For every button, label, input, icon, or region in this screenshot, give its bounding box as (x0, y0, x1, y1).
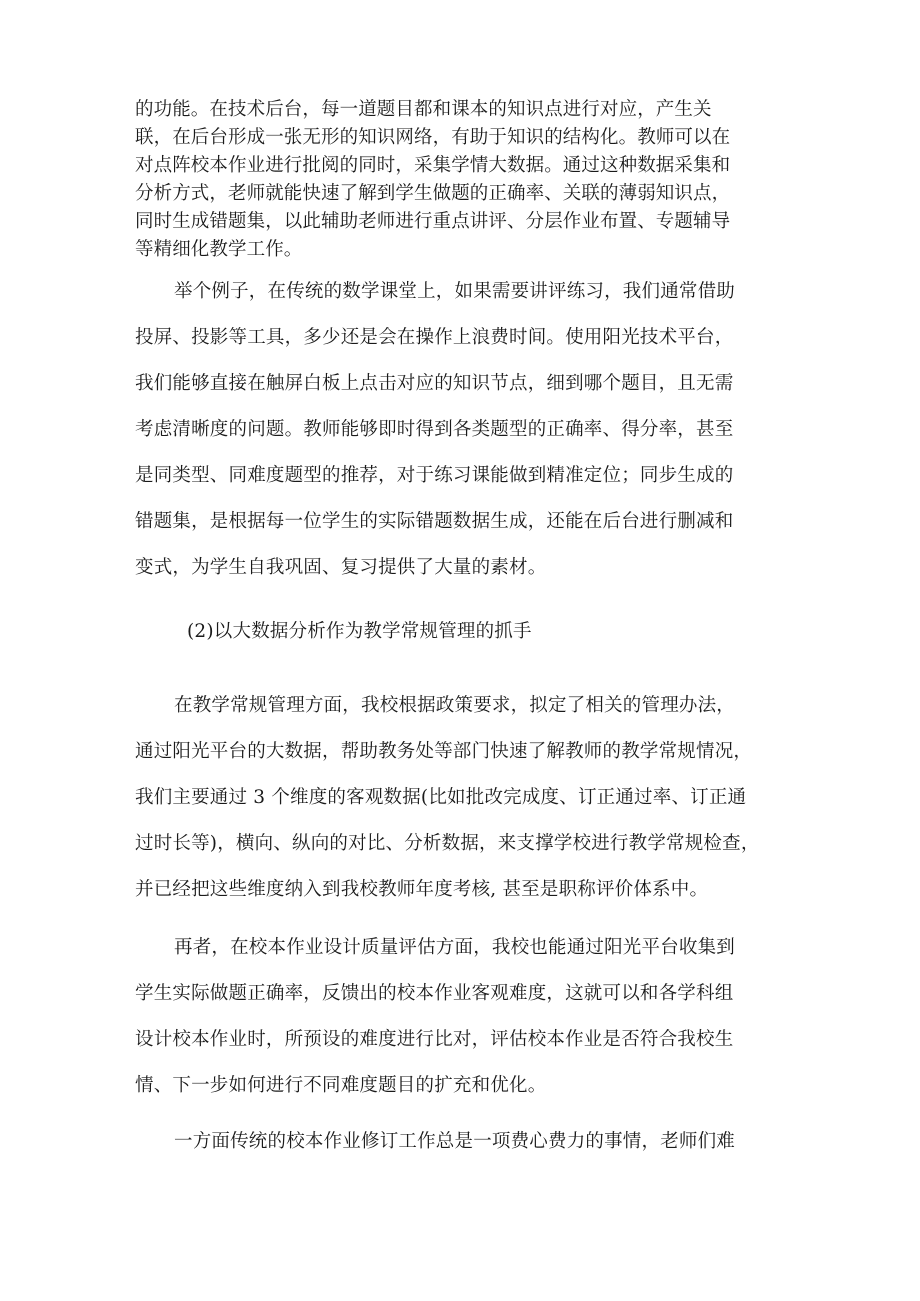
text-line: 设计校本作业时，所预设的难度进行比对，评估校本作业是否符合我校生 (135, 1029, 734, 1050)
text-line: 一方面传统的校本作业修订工作总是一项费心费力的事情，老师们难 (174, 1131, 736, 1152)
text-line: 考虑清晰度的问题。教师能够即时得到各类题型的正确率、得分率，甚至 (135, 419, 734, 440)
text-line: 再者，在校本作业设计质量评估方面，我校也能通过阳光平台收集到 (174, 937, 736, 958)
text-line: 举个例子，在传统的数学课堂上，如果需要讲评练习，我们通常借助 (174, 281, 736, 302)
text-line: 是同类型、同难度题型的推荐，对于练习课能做到精准定位；同步生成的 (135, 465, 734, 486)
text-line: 投屏、投影等工具，多少还是会在操作上浪费时间。使用阳光技术平台， (135, 327, 734, 348)
text-line: 在教学常规管理方面，我校根据政策要求，拟定了相关的管理办法， (174, 695, 736, 716)
text-line: 过时长等)，横向、纵向的对比、分析数据，来支撑学校进行教学常规检查， (135, 833, 760, 854)
text-line: 我们能够直接在触屏白板上点击对应的知识节点，细到哪个题目，且无需 (135, 373, 734, 394)
text-line: 对点阵校本作业进行批阅的同时，采集学情大数据。通过这种数据采集和 (135, 155, 731, 176)
text-line: 通过阳光平台的大数据，帮助教务处等部门快速了解教师的教学常规情况， (135, 741, 753, 762)
text-line: 的功能。在技术后台，每一道题目都和课本的知识点进行对应，产生关 (135, 99, 712, 120)
text-line: 分析方式，老师就能快速了解到学生做题的正确率、关联的薄弱知识点， (135, 183, 731, 204)
text-line: 错题集，是根据每一位学生的实际错题数据生成，还能在后台进行删减和 (135, 511, 734, 532)
text-line: 等精细化教学工作。 (135, 239, 303, 260)
text-line: 学生实际做题正确率，反馈出的校本作业客观难度，这就可以和各学科组 (135, 983, 734, 1004)
text-line: 同时生成错题集，以此辅助老师进行重点讲评、分层作业布置、专题辅导 (135, 211, 731, 232)
section-heading: (2)以大数据分析作为教学常规管理的抓手 (187, 621, 532, 642)
text-line: 情、下一步如何进行不同难度题目的扩充和优化。 (135, 1075, 547, 1096)
text-line: 我们主要通过 3 个维度的客观数据(比如批改完成度、订正通过率、订正通 (135, 787, 747, 808)
text-line: 联，在后台形成一张无形的知识网络，有助于知识的结构化。教师可以在 (135, 127, 731, 148)
text-line: 并已经把这些维度纳入到我校教师年度考核, 甚至是职称评价体系中。 (135, 879, 709, 900)
text-line: 变式，为学生自我巩固、复习提供了大量的素材。 (135, 557, 547, 578)
